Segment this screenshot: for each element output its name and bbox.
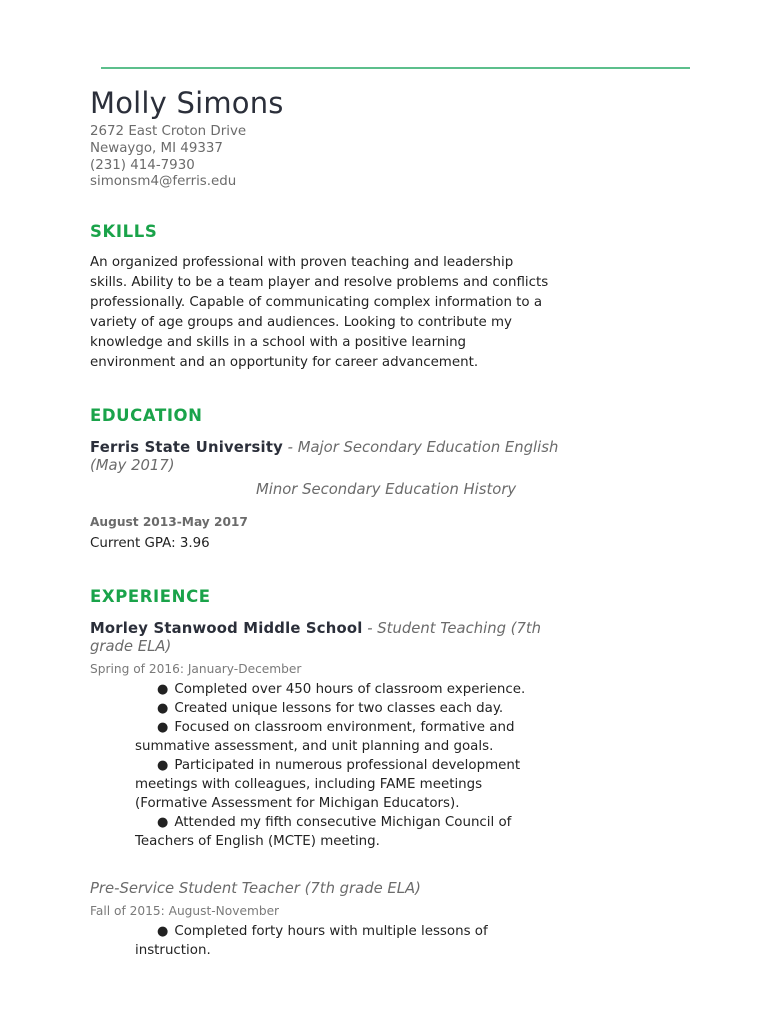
bullet-text: Participated in numerous professional development <box>174 758 521 773</box>
candidate-name: Molly Simons <box>90 86 284 120</box>
bullet-icon: ● <box>157 924 169 939</box>
job-2-role: Pre-Service Student Teacher (7th grade ELA) <box>90 880 421 897</box>
bullet-icon: ● <box>157 682 169 697</box>
bullet-text: Completed over 450 hours of classroom experience. <box>174 682 526 697</box>
list-item <box>135 718 565 756</box>
minor-text: Minor Secondary Education History <box>256 481 517 498</box>
job-1-dates: Spring of 2016: January-December <box>90 662 302 676</box>
phone-number: (231) 414-7930 <box>90 157 195 173</box>
list-item <box>135 922 565 960</box>
bullet-icon: ● <box>157 815 169 830</box>
job-1-bullets <box>135 680 565 851</box>
bullet-text: Completed forty hours with multiple lessons of <box>174 924 488 939</box>
address-line-2: Newaygo, MI 49337 <box>90 140 223 156</box>
bullet-text: Created unique lessons for two classes each day. <box>174 701 504 716</box>
bullet-text: Focused on classroom environment, formative and <box>174 720 515 735</box>
skills-line: professionally. Capable of communicating complex information to a <box>90 295 543 310</box>
skills-line: skills. Ability to be a team player and resolve problems and conflicts <box>90 275 549 290</box>
list-item <box>135 756 565 813</box>
list-item <box>135 680 565 699</box>
bullet-icon: ● <box>157 758 169 773</box>
bullet-text-cont: instruction. <box>135 943 211 958</box>
skills-line: environment and an opportunity for career advancement. <box>90 355 479 370</box>
bullet-icon: ● <box>157 701 169 716</box>
gpa-text: Current GPA: 3.96 <box>90 536 210 551</box>
job-1-title <box>90 620 580 656</box>
list-item <box>135 813 565 851</box>
skills-line: variety of age groups and audiences. Looking to contribute my <box>90 315 512 330</box>
bullet-text-cont: meetings with colleagues, including FAME meetings <box>135 777 483 792</box>
bullet-text-cont: summative assessment, and unit planning and goals. <box>135 739 494 754</box>
email-address: simonsm4@ferris.edu <box>90 174 237 190</box>
experience-heading: EXPERIENCE <box>90 587 211 606</box>
education-heading: EDUCATION <box>90 406 203 425</box>
job-1-role: - Student Teaching (7th grade ELA) <box>90 620 542 655</box>
major-text: - Major Secondary Education English (May 2017) <box>90 439 559 474</box>
skills-line: An organized professional with proven teaching and leadership <box>90 255 514 270</box>
bullet-text-cont: (Formative Assessment for Michigan Educators). <box>135 796 460 811</box>
address-line-1: 2672 East Croton Drive <box>90 124 247 139</box>
skills-summary <box>90 253 580 373</box>
skills-line: knowledge and skills in a school with a positive learning <box>90 335 467 350</box>
contact-block <box>90 124 246 191</box>
school-name: Ferris State University <box>90 439 283 456</box>
bullet-text-cont: Teachers of English (MCTE) meeting. <box>135 834 380 849</box>
education-entry <box>90 439 580 475</box>
skills-heading: SKILLS <box>90 222 158 241</box>
bullet-text: Attended my fifth consecutive Michigan Council of <box>174 815 512 830</box>
job-2-bullets <box>135 922 565 960</box>
bullet-icon: ● <box>157 720 169 735</box>
header-divider <box>101 67 690 69</box>
list-item <box>135 699 565 718</box>
job-1-org: Morley Stanwood Middle School <box>90 620 363 637</box>
education-dates: August 2013-May 2017 <box>90 515 248 529</box>
job-2-dates: Fall of 2015: August-November <box>90 904 280 918</box>
